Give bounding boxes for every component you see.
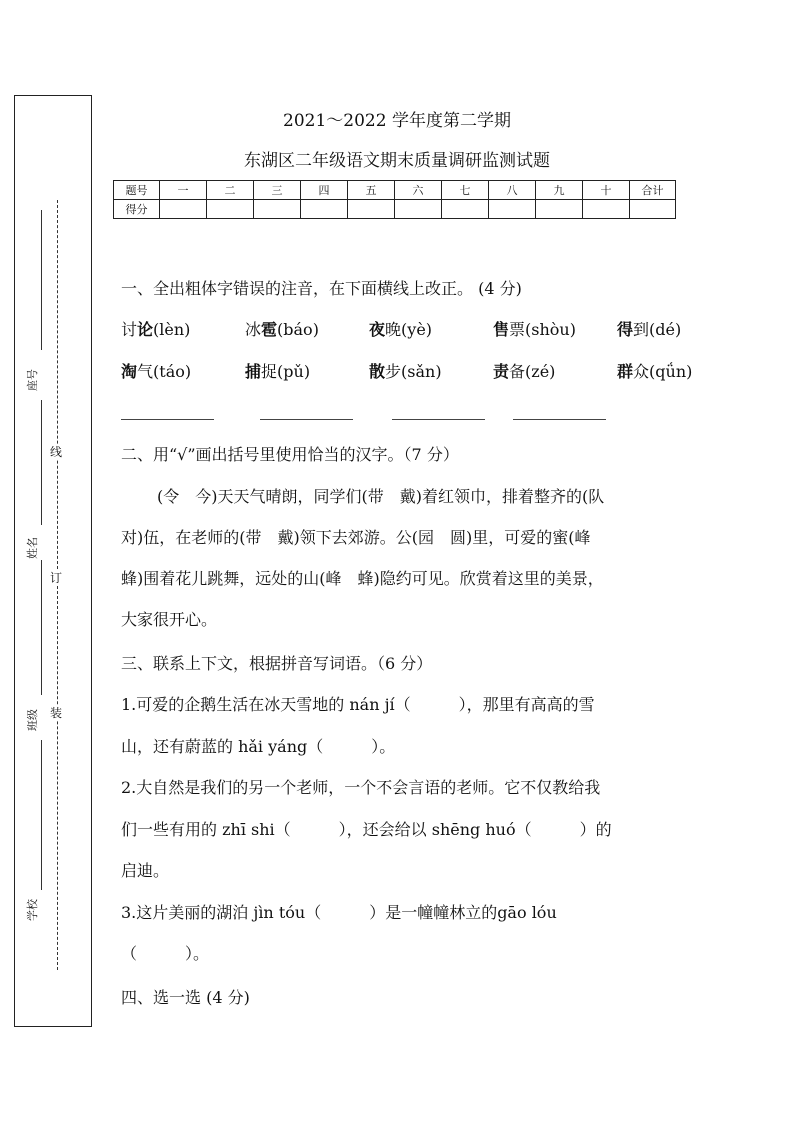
score-cell: 题号 bbox=[114, 181, 160, 200]
score-input-cell[interactable] bbox=[442, 200, 489, 219]
q3-heading: 三、联系上下文，根据拼音写词语。（6 分） bbox=[121, 654, 433, 673]
score-input-cell[interactable] bbox=[489, 200, 536, 219]
score-cell: 七 bbox=[442, 181, 489, 200]
q3-line: （ ）。 bbox=[121, 944, 210, 963]
exam-title: 东湖区二年级语文期末质量调研监测试题 bbox=[244, 151, 550, 171]
score-input-cell[interactable] bbox=[583, 200, 630, 219]
pinyin-word: 售票(shòu) bbox=[493, 320, 576, 339]
score-table bbox=[113, 180, 676, 219]
score-input-cell[interactable] bbox=[254, 200, 301, 219]
seat-number-line bbox=[41, 210, 42, 350]
q4-heading: 四、选一选 (4 分) bbox=[121, 988, 250, 1007]
pinyin-word: 群众(qǘn) bbox=[617, 362, 693, 381]
score-header-row bbox=[114, 181, 676, 200]
score-input-cell[interactable] bbox=[630, 200, 676, 219]
pinyin-word: 散步(sǎn) bbox=[369, 362, 442, 381]
pinyin-word: 责备(zé) bbox=[493, 362, 556, 381]
score-cell: 十 bbox=[583, 181, 630, 200]
score-cell: 合计 bbox=[630, 181, 676, 200]
binding-margin-box bbox=[14, 95, 92, 1027]
q2-line: (令 今)天天气晴朗，同学们(带 戴)着红领巾，排着整齐的(队 bbox=[157, 487, 605, 506]
score-cell: 六 bbox=[395, 181, 442, 200]
score-input-cell[interactable] bbox=[348, 200, 395, 219]
score-cell: 五 bbox=[348, 181, 395, 200]
school-label: 学校 bbox=[26, 899, 39, 921]
answer-line[interactable] bbox=[121, 419, 214, 420]
term-title: 2021～2022 学年度第二学期 bbox=[283, 111, 511, 131]
pinyin-word: 得到(dé) bbox=[617, 320, 682, 339]
dash-word-zhuang: 装 bbox=[49, 706, 62, 720]
pinyin-word: 捕捉(pǔ) bbox=[245, 362, 311, 381]
q3-line: 2.大自然是我们的另一个老师，一个不会言语的老师。它不仅教给我 bbox=[121, 778, 601, 797]
score-input-cell[interactable] bbox=[395, 200, 442, 219]
answer-line[interactable] bbox=[392, 419, 485, 420]
pinyin-word: 夜晚(yè) bbox=[369, 320, 433, 339]
score-input-cell[interactable] bbox=[301, 200, 348, 219]
q2-line: 蜂)围着花儿跳舞，远处的山(峰 蜂)隐约可见。欣赏着这里的美景， bbox=[121, 569, 604, 588]
score-cell: 一 bbox=[160, 181, 207, 200]
pinyin-word: 淘气(táo) bbox=[121, 362, 192, 381]
q2-heading: 二、用“√”画出括号里使用恰当的汉字。（7 分） bbox=[121, 445, 459, 464]
score-input-cell[interactable] bbox=[207, 200, 254, 219]
q1-row2 bbox=[121, 359, 741, 382]
score-cell: 得分 bbox=[114, 200, 160, 219]
score-cell: 三 bbox=[254, 181, 301, 200]
answer-line[interactable] bbox=[260, 419, 353, 420]
q2-line: 大家很开心。 bbox=[121, 610, 218, 629]
seat-number-label: 座号 bbox=[26, 369, 39, 391]
score-input-cell[interactable] bbox=[160, 200, 207, 219]
q3-line: 山，还有蔚蓝的 hǎi yáng（ ）。 bbox=[121, 737, 396, 756]
q3-line: 3.这片美丽的湖泊 jìn tóu（ ）是一幢幢林立的gāo lóu bbox=[121, 903, 557, 922]
score-cell: 二 bbox=[207, 181, 254, 200]
pinyin-word: 冰雹(báo) bbox=[245, 320, 319, 339]
score-value-row bbox=[114, 200, 676, 219]
score-input-cell[interactable] bbox=[536, 200, 583, 219]
score-cell: 四 bbox=[301, 181, 348, 200]
q3-line: 启迪。 bbox=[121, 861, 170, 880]
q1-heading: 一、全出粗体字错误的注音，在下面横线上改正。 (4 分) bbox=[121, 279, 522, 298]
school-line bbox=[41, 740, 42, 890]
q2-line: 对)伍，在老师的(带 戴)领下去郊游。公(园 圆)里，可爱的蜜(峰 bbox=[121, 528, 591, 547]
q3-line: 们一些有用的 zhī shi（ ），还会给以 shēng huó（ ）的 bbox=[121, 820, 612, 839]
score-cell: 八 bbox=[489, 181, 536, 200]
score-cell: 九 bbox=[536, 181, 583, 200]
dash-word-ding: 订 bbox=[49, 571, 62, 585]
name-line bbox=[41, 400, 42, 525]
dash-word-xian: 线 bbox=[49, 445, 62, 459]
q1-row1 bbox=[121, 317, 741, 340]
class-label: 班级 bbox=[26, 709, 39, 731]
q3-line: 1.可爱的企鹅生活在冰天雪地的 nán jí（ ），那里有高高的雪 bbox=[121, 695, 595, 714]
answer-line[interactable] bbox=[513, 419, 606, 420]
name-label: 姓名 bbox=[26, 537, 39, 559]
class-line bbox=[41, 560, 42, 695]
pinyin-word: 讨论(lèn) bbox=[121, 320, 191, 339]
